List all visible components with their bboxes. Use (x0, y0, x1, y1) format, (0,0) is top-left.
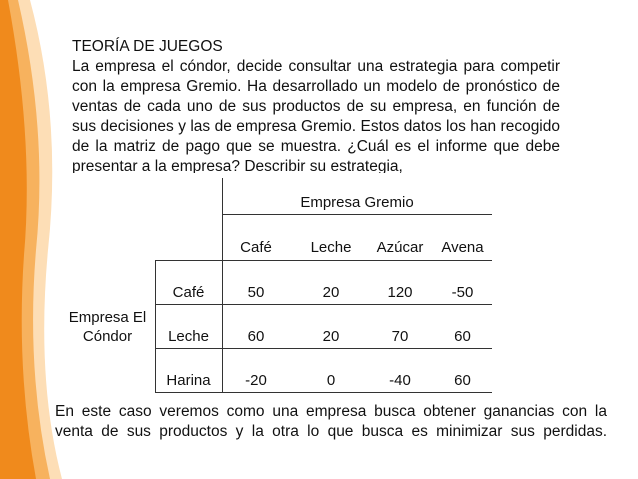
matrix-rule-row2 (155, 348, 492, 349)
matrix-cell: 20 (322, 328, 340, 345)
section-title: TEORÍA DE JUEGOS (72, 38, 223, 55)
column-header-leche: Leche (310, 239, 352, 256)
matrix-cell: 60 (454, 328, 471, 345)
matrix-cell: 60 (454, 372, 471, 389)
matrix-cell: 50 (247, 284, 265, 301)
row-label-cafe: Café (172, 284, 205, 301)
matrix-cell: -50 (451, 284, 474, 301)
matrix-cell: 120 (387, 284, 413, 301)
row-label-harina: Harina (166, 372, 211, 389)
matrix-rule-header-top (222, 214, 492, 215)
column-header-avena: Avena (441, 239, 484, 256)
payoff-matrix (60, 178, 492, 393)
matrix-rule-row1 (155, 304, 492, 305)
matrix-cell: -40 (389, 372, 411, 389)
row-player-label-line1: Empresa El (68, 309, 147, 326)
column-header-azucar: Azúcar (376, 239, 424, 256)
matrix-rule-header-bottom (155, 260, 492, 261)
matrix-cell: 60 (247, 328, 265, 345)
conclusion-text: En este caso veremos como una empresa busca obtener ganancias con la venta de sus productos y la otra lo que busca es minimizar sus perdidas. (55, 403, 607, 440)
row-player-label-line2: Cóndor (82, 328, 133, 345)
column-header-cafe: Café (240, 239, 272, 256)
column-player-label: Empresa Gremio (300, 194, 414, 211)
matrix-cell: 0 (326, 372, 336, 389)
row-label-leche: Leche (168, 328, 209, 345)
problem-statement: La empresa el cóndor, decide consultar una estrategia para competir con la empresa Gremio. Ha desarrollado un modelo de pronóstico de ventas de cada uno de sus productos de su empresa, en función de sus decisiones y las de empresa Gremio. Estos datos los han recogido de la matriz de pago que se muestra. ¿Cuál es el informe que debe presentar a la empresa? Describir su estrategia, (72, 58, 560, 173)
matrix-cell: 70 (391, 328, 409, 345)
intro-text-block (72, 37, 560, 173)
matrix-rule-bottom (155, 392, 492, 393)
matrix-cell: -20 (245, 372, 267, 389)
matrix-cell: 20 (322, 284, 340, 301)
